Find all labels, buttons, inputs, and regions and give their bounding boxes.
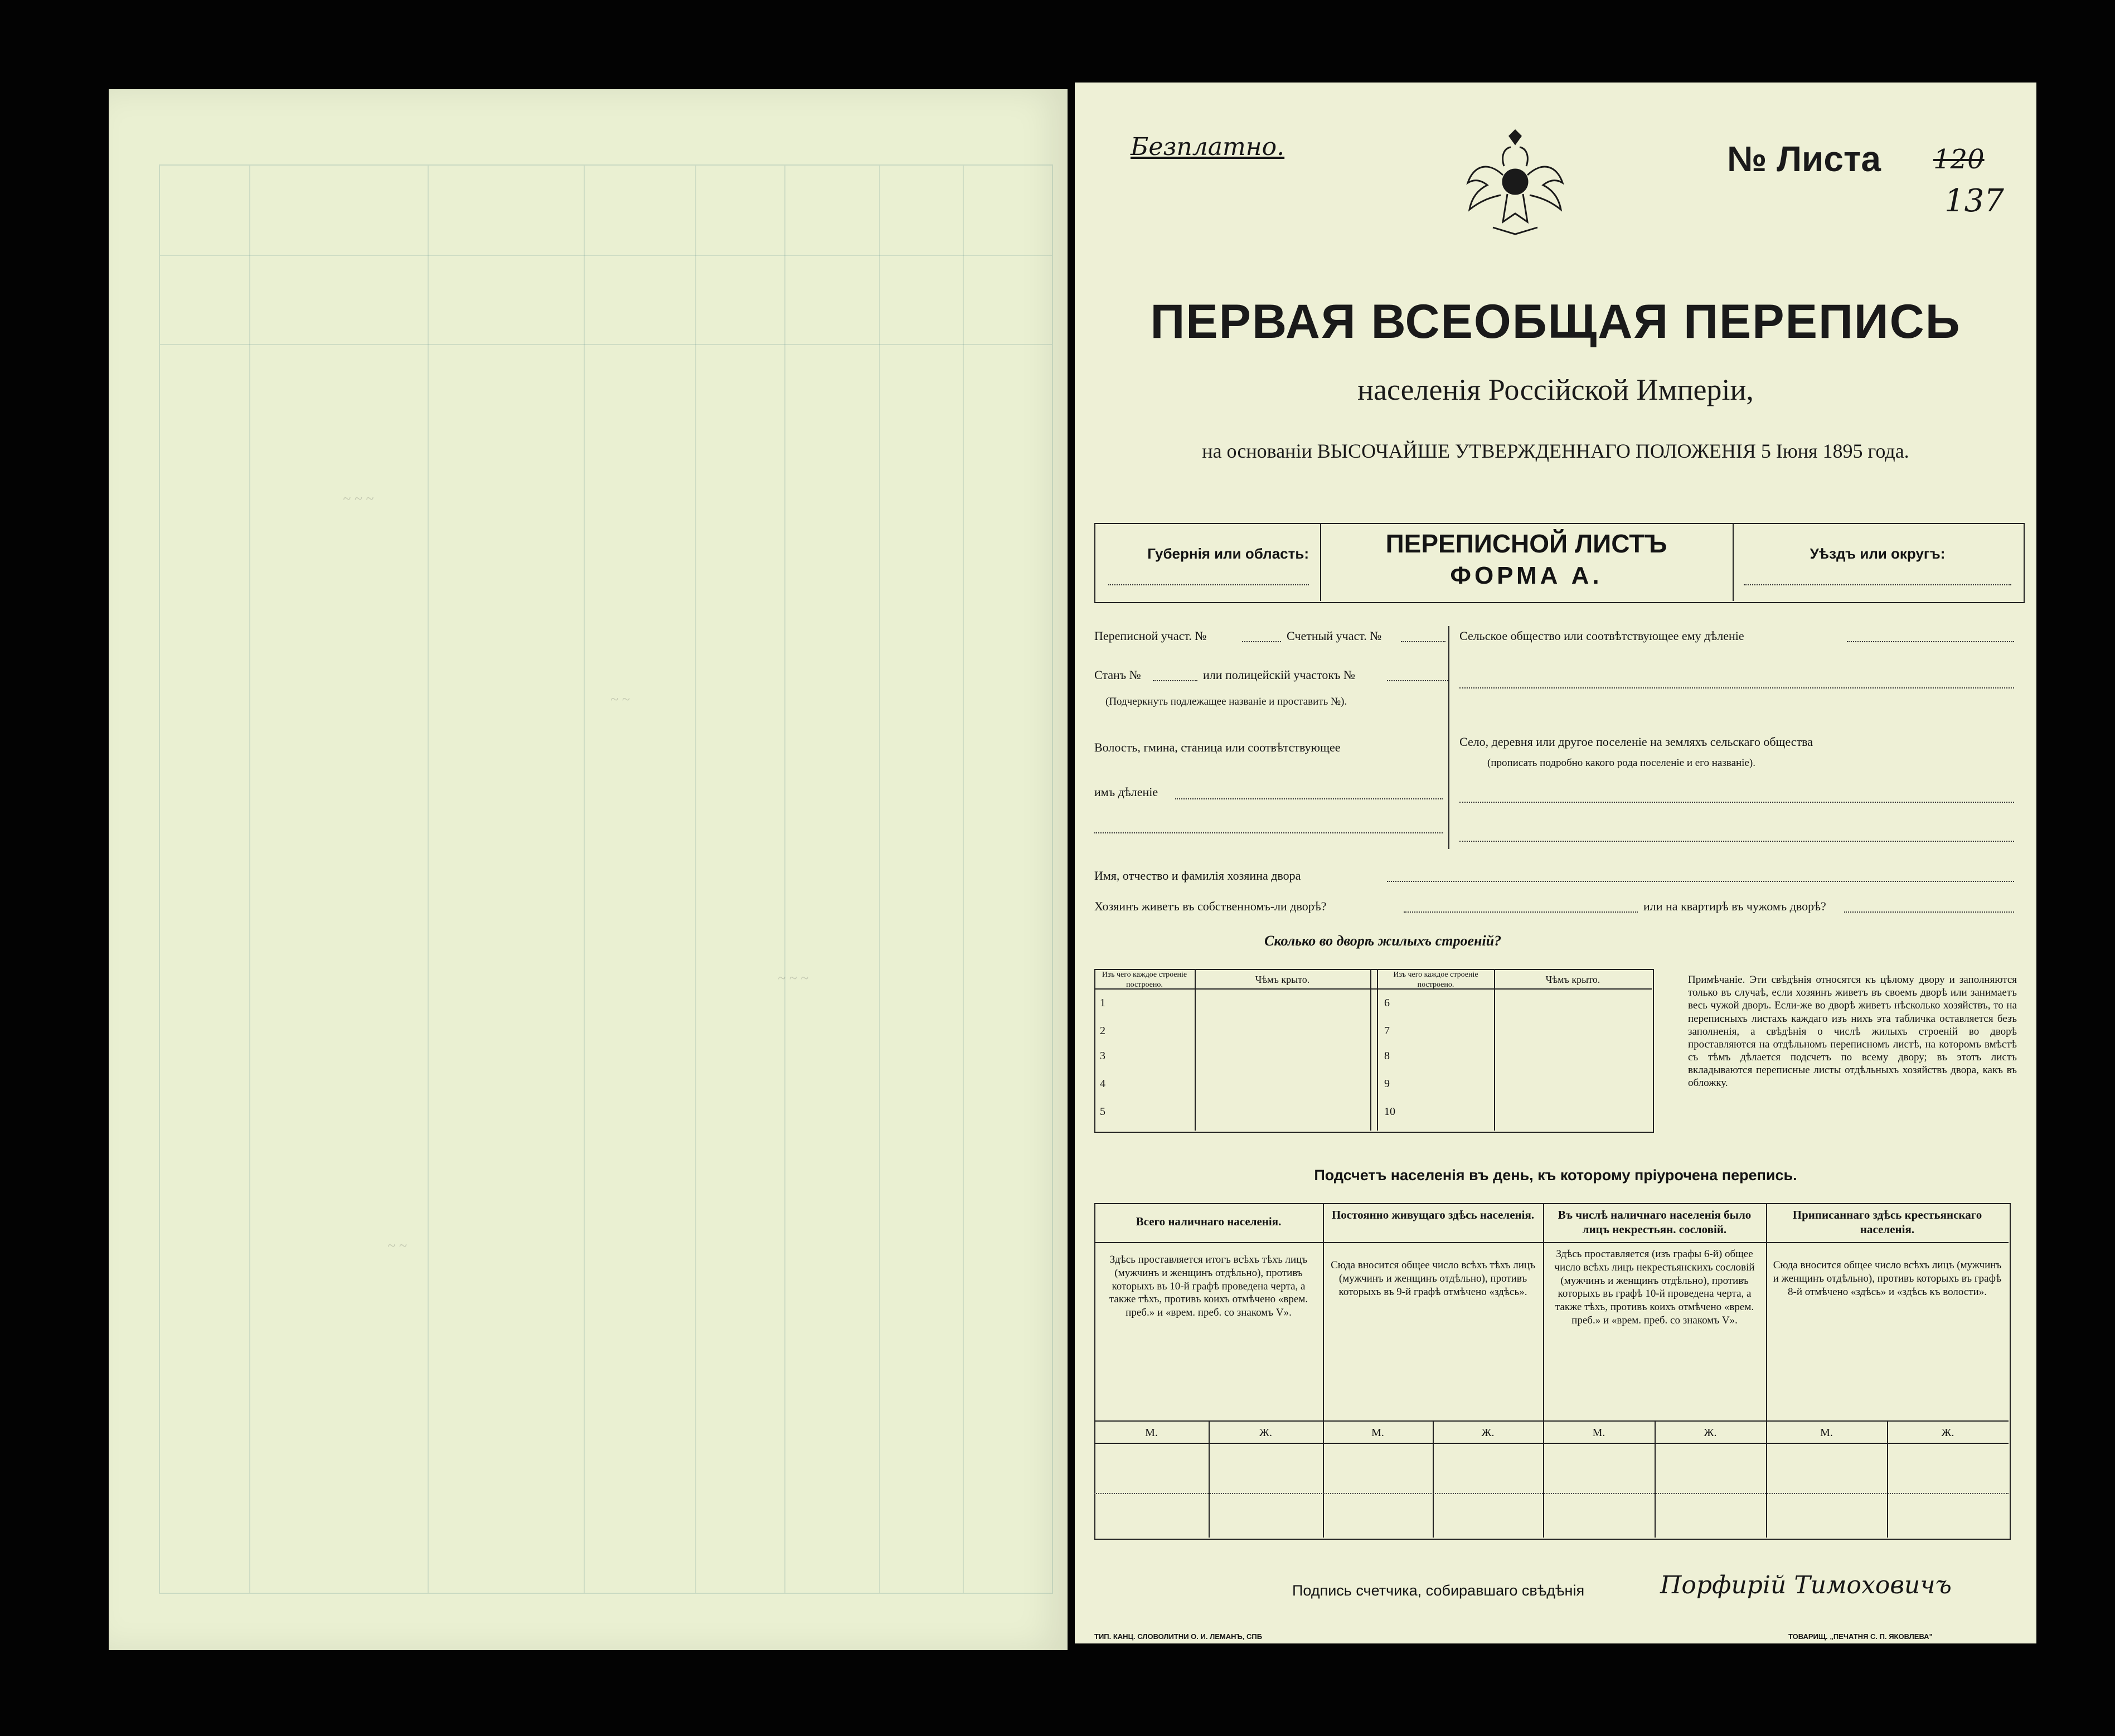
row-number: 4 [1100,1078,1105,1090]
bleedthrough-scribble: ~ ~ ~ [343,491,374,507]
district-blank[interactable] [1744,584,2011,585]
female-header: Ж. [1259,1427,1272,1439]
bleedthrough-scribble: ~ ~ [610,691,630,707]
bleedthrough-scribble: ~ ~ ~ [778,970,809,986]
lives-own-label: Хозяинъ живетъ въ собственномъ-ли дворѣ? [1094,899,1327,913]
sheet-title: ПЕРЕПИСНОЙ ЛИСТЪ [1385,529,1667,558]
tally-head-peasant: Приписаннаго здѣсь крестьянскаго населенія. [1792,1208,1982,1236]
tally-head-permanent: Постоянно живущаго здѣсь населенія. [1331,1208,1535,1221]
double-rule [1370,969,1378,1131]
faded-table-ghost [159,164,1053,1594]
table-rule [1094,1493,2009,1494]
row-number: 1 [1100,997,1105,1009]
tally-body-non-peasant: Здѣсь проставляется (изъ графы 6-й) общее число всѣхъ лицъ некрестьянскихъ сословій (мужчинъ и женщинъ отдѣльно), противъ которыхъ въ графѣ 10-й проведена черта, а также тѣхъ, противъ коихъ отмѣчено «врем. преб.» и «врем. преб. со знакомъ V». [1554,1248,1755,1326]
imprint-right: ТОВАРИЩ. „ПЕЧАТНЯ С. П. ЯКОВЛЕВА" [1788,1632,1933,1641]
main-title: ПЕРВАЯ ВСЕОБЩАЯ ПЕРЕПИСЬ [1150,295,1961,348]
roof-header: Чѣмъ крыто. [1545,974,1600,985]
row-number: 7 [1384,1025,1390,1037]
divider [1733,523,1734,601]
form-name: ФОРМА А. [1450,562,1603,589]
struck-sheet-number: 120 [1933,144,1985,175]
table-rule [1323,1203,1324,1538]
census-district-label: Переписной участ. № [1094,629,1207,643]
divider [1448,626,1449,849]
ghost-rule [160,344,1052,345]
counting-district-blank[interactable] [1401,641,1445,642]
police-district-blank[interactable] [1387,680,1448,681]
row-number: 3 [1100,1050,1105,1062]
counting-district-label: Счетный участ. № [1287,629,1382,643]
female-header: Ж. [1704,1427,1717,1439]
tally-head-total: Всего наличнаго населенія. [1136,1215,1282,1228]
division-label: имъ дѣленіе [1094,785,1158,799]
lives-rent-label: или на квартирѣ въ чужомъ дворѣ? [1643,899,1826,913]
village-blank-2[interactable] [1459,841,2014,842]
table-rule [1195,969,1196,1131]
row-number: 5 [1100,1105,1105,1118]
row-number: 9 [1384,1078,1390,1090]
table-rule [1766,1203,1767,1538]
ghost-rule [963,166,964,1593]
volost-label: Волость, гмина, станица или соотвѣтствующее [1094,740,1341,754]
rural-society-blank[interactable] [1847,641,2014,642]
imprint-left: ТИП. КАНЦ. СЛОВОЛИТНИ О. И. ЛЕМАНЪ, СПБ [1094,1632,1263,1641]
census-district-blank[interactable] [1242,641,1281,642]
lives-own-blank[interactable] [1404,911,1638,913]
table-rule [1094,1420,2009,1422]
male-header: М. [1145,1427,1158,1439]
ghost-rule [695,166,696,1593]
owner-name-blank[interactable] [1387,881,2014,882]
division-blank-2[interactable] [1094,832,1443,833]
province-blank[interactable] [1108,584,1309,585]
ghost-rule [249,166,250,1593]
stan-blank[interactable] [1153,680,1197,681]
row-number: 10 [1384,1105,1395,1118]
double-headed-eagle-icon [1459,127,1571,239]
tally-head-non-peasant: Въ числѣ наличнаго населенія было лицъ некрестьян. сословій. [1558,1208,1752,1236]
village-note: (прописать подробно какого рода поселеніе и его названіе). [1487,757,1755,769]
table-rule [1543,1203,1544,1538]
ghost-rule [879,166,880,1593]
tally-body-total: Здѣсь проставляется итогъ всѣхъ тѣхъ лицъ (мужчинъ и женщинъ отдѣльно), противъ которыхъ въ 10-й графѣ проведена черта, а также тѣхъ, противъ коихъ отмѣчено «врем. преб.» и «врем. преб. со знакомъ V». [1109,1254,1308,1318]
ghost-rule [428,166,429,1593]
table-rule [1494,969,1495,1131]
regulation-line: на основаніи ВЫСОЧАЙШЕ УТВЕРЖДЕННАГО ПОЛОЖЕНІЯ 5 Іюня 1895 года. [1202,440,1909,462]
lives-rent-blank[interactable] [1844,911,2014,913]
village-blank[interactable] [1459,802,2014,803]
tally-body-permanent: Сюда вносится общее число всѣхъ тѣхъ лицъ (мужчинъ и женщинъ отдѣльно), противъ которыхъ въ 9-й графѣ отмѣчено «здѣсь». [1331,1259,1535,1298]
province-label: Губернія или область: [1147,545,1309,562]
census-form-page [1075,83,2036,1643]
rural-society-blank-2[interactable] [1459,687,2014,688]
table-rule [1094,1242,2009,1243]
signature-label: Подпись счетчика, собиравшаго свѣдѣнія [1292,1582,1585,1599]
bleedthrough-scribble: ~ ~ [387,1238,407,1254]
free-label: Безплатно. [1131,133,1285,161]
buildings-question: Сколько во дворѣ жилыхъ строеній? [1264,933,1502,949]
ghost-rule [160,255,1052,256]
sheet-label: № Листа [1727,139,1881,179]
district-label: Уѣздъ или округъ: [1810,545,1946,562]
remark-note: Примѣчаніе. Эти свѣдѣнія относятся къ цѣлому двору и заполняются только въ случаѣ, если хозяинъ живетъ въ своемъ дворѣ или занимаетъ весь чужой дворъ. Если-же во дворѣ живетъ нѣсколько хозяйствъ, то на переписныхъ листахъ каждаго изъ нихъ эта табличка оставляется безъ заполненія, а свѣдѣнія о числѣ жилыхъ строеній во дворѣ проставляются на отдѣльномъ переписномъ листѣ, на которомъ вмѣстѣ съ тѣмъ дѣлается подсчетъ по всему двору; въ этотъ листъ вкладываются переписные листы отдѣльныхъ хозяйствъ двора, какъ въ обложку. [1688,974,2017,1089]
rural-society-label: Сельское общество или соотвѣтствующее ему дѣленіе [1459,629,1744,643]
male-header: М. [1371,1427,1384,1439]
female-header: Ж. [1481,1427,1495,1439]
male-header: М. [1592,1427,1605,1439]
material-header: Изъ чего каждое строеніе построено. [1393,971,1478,989]
enumerator-signature: Порфирій Тимоховичъ [1660,1571,1952,1599]
male-header: М. [1820,1427,1833,1439]
material-header: Изъ чего каждое строеніе построено. [1102,971,1187,989]
row-number: 2 [1100,1025,1105,1037]
owner-name-label: Имя, отчество и фамилія хозяина двора [1094,869,1301,882]
row-number: 6 [1384,997,1390,1009]
ghost-rule [584,166,585,1593]
tally-title: Подсчетъ населенія въ день, къ которому пріурочена перепись. [1314,1167,1797,1184]
subtitle: населенія Россійской Имперіи, [1357,373,1754,406]
tally-body-peasant: Сюда вносится общее число всѣхъ лицъ (мужчинъ и женщинъ отдѣльно), противъ которыхъ въ графѣ 8-й отмѣчено «здѣсь» и «здѣсь къ волости». [1773,1259,2002,1298]
stan-label: Станъ № [1094,668,1141,682]
division-blank[interactable] [1175,798,1443,799]
sheet-number: 137 [1944,183,2004,219]
ghost-rule [784,166,785,1593]
roof-header: Чѣмъ крыто. [1255,974,1310,985]
row-number: 8 [1384,1050,1390,1062]
table-rule [1094,1443,2009,1444]
left-page [109,89,1068,1650]
police-district-label: или полицейскій участокъ № [1203,668,1355,682]
village-label: Село, деревня или другое поселеніе на земляхъ сельскаго общества [1459,735,1813,749]
female-header: Ж. [1941,1427,1954,1439]
stan-note: (Подчеркнуть подлежащее названіе и проставить №). [1105,696,1347,707]
